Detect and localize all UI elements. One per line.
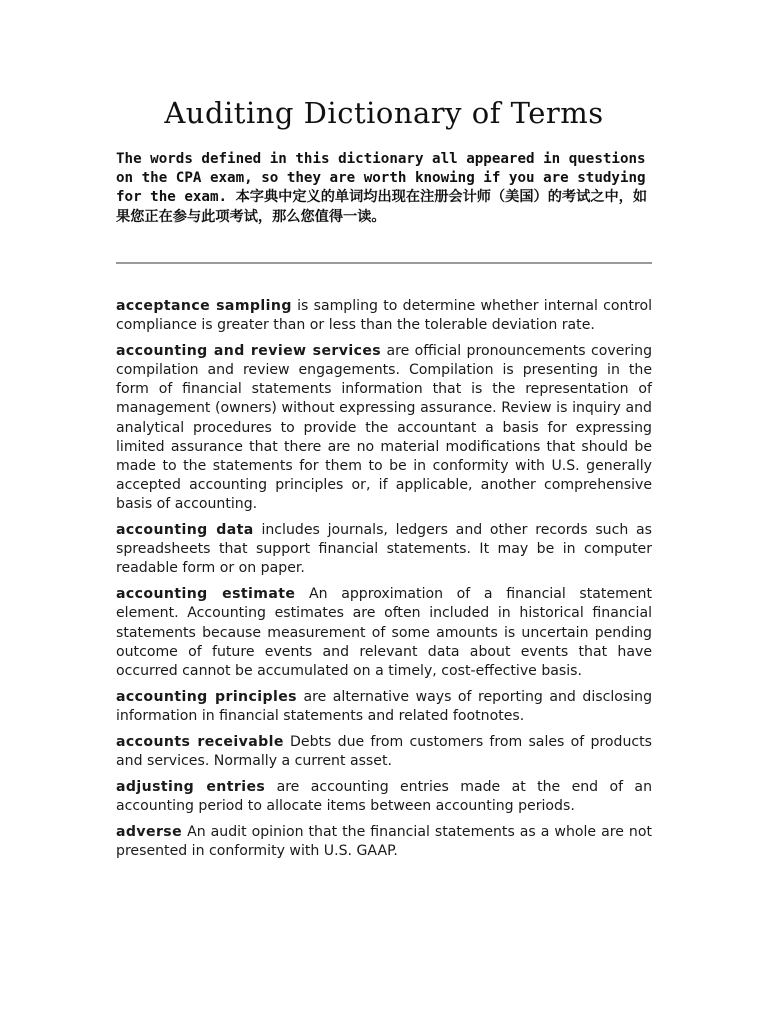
definition-entry xyxy=(116,688,652,726)
entry-definition: are alternative ways of reporting and disclosing information in financial statements and related footnotes. xyxy=(116,688,653,724)
definition-list xyxy=(116,297,652,869)
entry-term: acceptance sampling xyxy=(116,298,292,314)
definition-entry xyxy=(116,778,652,816)
entry-definition: An audit opinion that the financial statements as a whole are not presented in conformity with U.S. GAAP. xyxy=(116,824,652,860)
entry-definition: Debts due from customers from sales of products and services. Normally a current asset. xyxy=(116,733,652,770)
entry-term: accounting data xyxy=(116,522,254,539)
definition-entry xyxy=(116,342,652,514)
definition-entry xyxy=(116,823,652,861)
entry-term: adverse xyxy=(116,824,183,841)
entry-term: accounting principles xyxy=(116,688,297,705)
entry-definition: are official pronouncements covering compilation and review engagements. Compilation is presenting in the form of financial statements information that is the representation of management (owners) without expressing assurance. Review is inquiry and analytical procedures to provide the accountant a basis for expressing limited assurance that there are no material modifications that should be made to the statements for them to be in conformity with U.S. generally accepted accounting principles or, if applicable, another comprehensive basis of accounting. xyxy=(116,343,653,512)
entry-term: accounts receivable xyxy=(116,733,284,750)
intro-paragraph: The words defined in this dictionary all appeared in questions on the CPA exam, so they are worth knowing if you are studying for the exam. 本字典中定义的单词均出现在注册会计师（美国）的考试之中，如果您正在参与此项考试，那么您值得一读。 xyxy=(116,151,648,225)
page-title: Auditing Dictionary of Terms xyxy=(164,96,604,130)
entry-definition: is sampling to determine whether internal control compliance is greater than or less than the tolerable deviation rate. xyxy=(116,298,652,334)
divider xyxy=(116,262,652,264)
definition-entry xyxy=(116,521,652,578)
entry-term: accounting estimate xyxy=(116,586,296,603)
entry-term: adjusting entries xyxy=(116,779,266,796)
entry-definition: are accounting entries made at the end of an accounting period to allocate items between accounting periods. xyxy=(116,779,653,815)
entry-term: accounting and review services xyxy=(116,343,382,360)
definition-entry xyxy=(116,733,652,771)
entry-definition: includes journals, ledgers and other records such as spreadsheets that support financial statements. It may be in computer readable form or on paper. xyxy=(116,522,652,577)
definition-entry xyxy=(116,297,652,335)
entry-definition: An approximation of a financial statement element. Accounting estimates are often included in historical financial statements because measurement of some amounts is uncertain pending outcome of future events and relevant data about events that have occurred cannot be accumulated on a timely, cost-effective basis. xyxy=(116,586,652,679)
definition-entry xyxy=(116,585,652,680)
